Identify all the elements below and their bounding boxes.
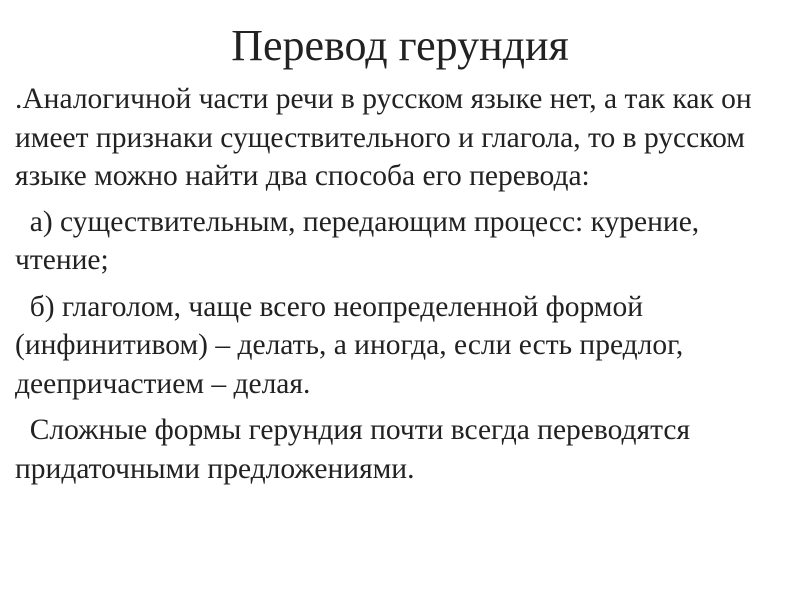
paragraph-intro: .Аналогичной части речи в русском языке нет, а так как он имеет признаки существительного и глагола, то в русском языке можно найти два способа его перевода: [15,83,760,192]
paragraph-complex-forms: Сложные формы герундия почти всегда переводятся придаточными предложениями. [15,414,698,485]
slide-title: Перевод герундия [231,21,569,70]
slide-body [15,80,785,496]
paragraph-option-b: б) глаголом, чаще всего неопределенной формой (инфинитивом) – делать, а иногда, если есть предлог, деепричастием – делая. [15,290,691,400]
paragraph-option-a: а) существительным, передающим процесс: курение, чтение; [15,205,707,276]
